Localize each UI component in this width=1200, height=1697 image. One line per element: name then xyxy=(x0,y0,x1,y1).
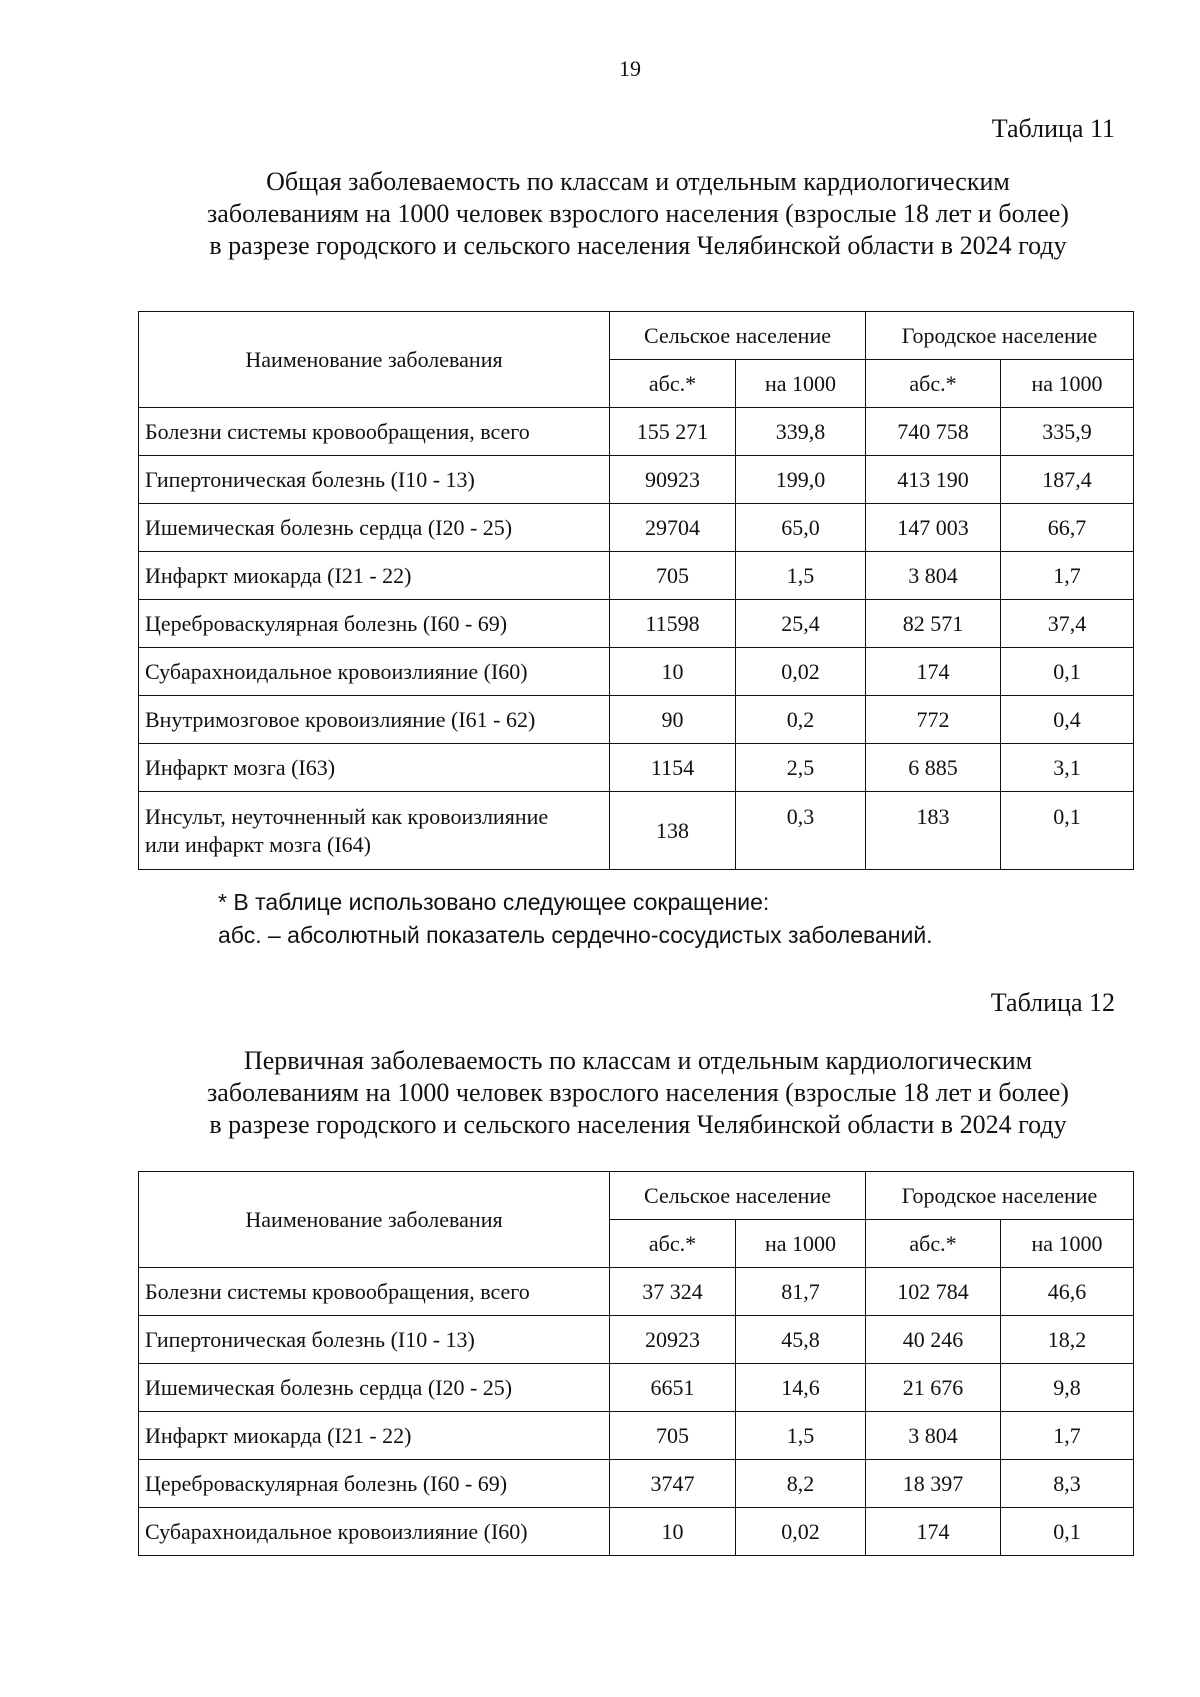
disease-name xyxy=(139,792,610,870)
disease-name-line: или инфаркт мозга (I64) xyxy=(145,831,371,857)
rural-per-1000: 0,3 xyxy=(736,792,866,870)
table-12-caption xyxy=(138,1045,1138,1141)
caption-line: Общая заболеваемость по классам и отдельным кардиологическим xyxy=(266,167,1010,196)
urban-per-1000: 37,4 xyxy=(1001,600,1134,648)
disease-name: Ишемическая болезнь сердца (I20 - 25) xyxy=(139,1364,610,1412)
urban-abs: 18 397 xyxy=(866,1460,1001,1508)
rural-per-1000: 25,4 xyxy=(736,600,866,648)
caption-line: Первичная заболеваемость по классам и отдельным кардиологическим xyxy=(243,1046,1033,1075)
rural-per-1000: 339,8 xyxy=(736,408,866,456)
rural-per-1000: 0,02 xyxy=(736,648,866,696)
caption-line: в разрезе городского и сельского населения Челябинской области в 2024 году xyxy=(209,1110,1067,1139)
table-row xyxy=(139,648,1134,696)
urban-per-1000: 9,8 xyxy=(1001,1364,1134,1412)
rural-per-1000: 2,5 xyxy=(736,744,866,792)
urban-abs: 40 246 xyxy=(866,1316,1001,1364)
table-11-label: Таблица 11 xyxy=(991,114,1115,143)
urban-abs: 6 885 xyxy=(866,744,1001,792)
rural-abs: 90923 xyxy=(610,456,736,504)
rural-per-1000: 8,2 xyxy=(736,1460,866,1508)
disease-name: Ишемическая болезнь сердца (I20 - 25) xyxy=(139,504,610,552)
page-number: 19 xyxy=(619,56,641,81)
table-row xyxy=(139,504,1134,552)
urban-abs: 3 804 xyxy=(866,552,1001,600)
rural-per-1000: 65,0 xyxy=(736,504,866,552)
rural-abs: 29704 xyxy=(610,504,736,552)
header-rural-abs: абс.* xyxy=(610,1220,736,1268)
header-disease-name: Наименование заболевания xyxy=(139,312,610,408)
rural-abs: 37 324 xyxy=(610,1268,736,1316)
urban-per-1000: 18,2 xyxy=(1001,1316,1134,1364)
urban-per-1000: 0,1 xyxy=(1001,792,1134,870)
footnote-line: абс. – абсолютный показатель сердечно-сосудистых заболеваний. xyxy=(218,922,933,948)
urban-abs: 3 804 xyxy=(866,1412,1001,1460)
disease-name: Гипертоническая болезнь (I10 - 13) xyxy=(139,456,610,504)
header-urban-per-1000: на 1000 xyxy=(1001,1220,1134,1268)
rural-abs: 11598 xyxy=(610,600,736,648)
disease-name: Инфаркт мозга (I63) xyxy=(139,744,610,792)
table-11-caption xyxy=(138,166,1138,262)
caption-line: заболеваниям на 1000 человек взрослого населения (взрослые 18 лет и более) xyxy=(207,199,1069,228)
urban-per-1000: 0,1 xyxy=(1001,1508,1134,1556)
header-rural-per-1000: на 1000 xyxy=(736,360,866,408)
rural-abs: 20923 xyxy=(610,1316,736,1364)
disease-name: Цереброваскулярная болезнь (I60 - 69) xyxy=(139,1460,610,1508)
table-row xyxy=(139,1508,1134,1556)
rural-per-1000: 45,8 xyxy=(736,1316,866,1364)
rural-abs: 90 xyxy=(610,696,736,744)
table-row xyxy=(139,1460,1134,1508)
rural-per-1000: 14,6 xyxy=(736,1364,866,1412)
urban-abs: 740 758 xyxy=(866,408,1001,456)
footnote-line: * В таблице использовано следующее сокращение: xyxy=(218,889,770,915)
urban-per-1000: 8,3 xyxy=(1001,1460,1134,1508)
urban-per-1000: 1,7 xyxy=(1001,1412,1134,1460)
table-row xyxy=(139,552,1134,600)
rural-abs: 155 271 xyxy=(610,408,736,456)
header-rural: Сельское население xyxy=(610,1172,866,1220)
urban-abs: 82 571 xyxy=(866,600,1001,648)
rural-abs: 1154 xyxy=(610,744,736,792)
header-rural: Сельское население xyxy=(610,312,866,360)
rural-abs: 705 xyxy=(610,552,736,600)
table-row xyxy=(139,456,1134,504)
table-11 xyxy=(138,311,1134,870)
table-row xyxy=(139,744,1134,792)
rural-per-1000: 81,7 xyxy=(736,1268,866,1316)
urban-per-1000: 0,1 xyxy=(1001,648,1134,696)
disease-name: Гипертоническая болезнь (I10 - 13) xyxy=(139,1316,610,1364)
table-row xyxy=(139,1364,1134,1412)
disease-name: Болезни системы кровообращения, всего xyxy=(139,1268,610,1316)
rural-per-1000: 0,02 xyxy=(736,1508,866,1556)
header-rural-abs: абс.* xyxy=(610,360,736,408)
disease-name: Инфаркт миокарда (I21 - 22) xyxy=(139,1412,610,1460)
disease-name: Субарахноидальное кровоизлияние (I60) xyxy=(139,1508,610,1556)
disease-name: Внутримозговое кровоизлияние (I61 - 62) xyxy=(139,696,610,744)
table-row xyxy=(139,696,1134,744)
disease-name: Цереброваскулярная болезнь (I60 - 69) xyxy=(139,600,610,648)
caption-line: заболеваниям на 1000 человек взрослого населения (взрослые 18 лет и более) xyxy=(207,1078,1069,1107)
table-row xyxy=(139,792,1134,870)
urban-per-1000: 187,4 xyxy=(1001,456,1134,504)
header-urban-abs: абс.* xyxy=(866,360,1001,408)
urban-per-1000: 66,7 xyxy=(1001,504,1134,552)
caption-line: в разрезе городского и сельского населения Челябинской области в 2024 году xyxy=(209,231,1067,260)
urban-abs: 174 xyxy=(866,648,1001,696)
rural-abs: 10 xyxy=(610,1508,736,1556)
urban-per-1000: 1,7 xyxy=(1001,552,1134,600)
disease-name: Субарахноидальное кровоизлияние (I60) xyxy=(139,648,610,696)
rural-per-1000: 1,5 xyxy=(736,552,866,600)
rural-abs: 138 xyxy=(610,792,736,870)
header-urban-per-1000: на 1000 xyxy=(1001,360,1134,408)
header-rural-per-1000: на 1000 xyxy=(736,1220,866,1268)
rural-abs: 10 xyxy=(610,648,736,696)
table-row xyxy=(139,1268,1134,1316)
disease-name-line: Инсульт, неуточненный как кровоизлияние xyxy=(145,803,549,829)
urban-abs: 413 190 xyxy=(866,456,1001,504)
rural-abs: 3747 xyxy=(610,1460,736,1508)
rural-abs: 6651 xyxy=(610,1364,736,1412)
urban-per-1000: 335,9 xyxy=(1001,408,1134,456)
urban-per-1000: 0,4 xyxy=(1001,696,1134,744)
table-row xyxy=(139,408,1134,456)
disease-name: Инфаркт миокарда (I21 - 22) xyxy=(139,552,610,600)
urban-per-1000: 46,6 xyxy=(1001,1268,1134,1316)
rural-abs: 705 xyxy=(610,1412,736,1460)
table-row xyxy=(139,1316,1134,1364)
table-12-label: Таблица 12 xyxy=(990,988,1115,1017)
urban-abs: 174 xyxy=(866,1508,1001,1556)
table-row xyxy=(139,1412,1134,1460)
urban-abs: 21 676 xyxy=(866,1364,1001,1412)
header-urban: Городское население xyxy=(866,312,1134,360)
urban-abs: 183 xyxy=(866,792,1001,870)
rural-per-1000: 1,5 xyxy=(736,1412,866,1460)
table-11-footnote xyxy=(218,886,933,952)
rural-per-1000: 199,0 xyxy=(736,456,866,504)
urban-abs: 147 003 xyxy=(866,504,1001,552)
urban-abs: 102 784 xyxy=(866,1268,1001,1316)
urban-per-1000: 3,1 xyxy=(1001,744,1134,792)
header-urban-abs: абс.* xyxy=(866,1220,1001,1268)
urban-abs: 772 xyxy=(866,696,1001,744)
rural-per-1000: 0,2 xyxy=(736,696,866,744)
header-urban: Городское население xyxy=(866,1172,1134,1220)
table-row xyxy=(139,600,1134,648)
header-disease-name: Наименование заболевания xyxy=(139,1172,610,1268)
disease-name: Болезни системы кровообращения, всего xyxy=(139,408,610,456)
table-12 xyxy=(138,1171,1134,1556)
